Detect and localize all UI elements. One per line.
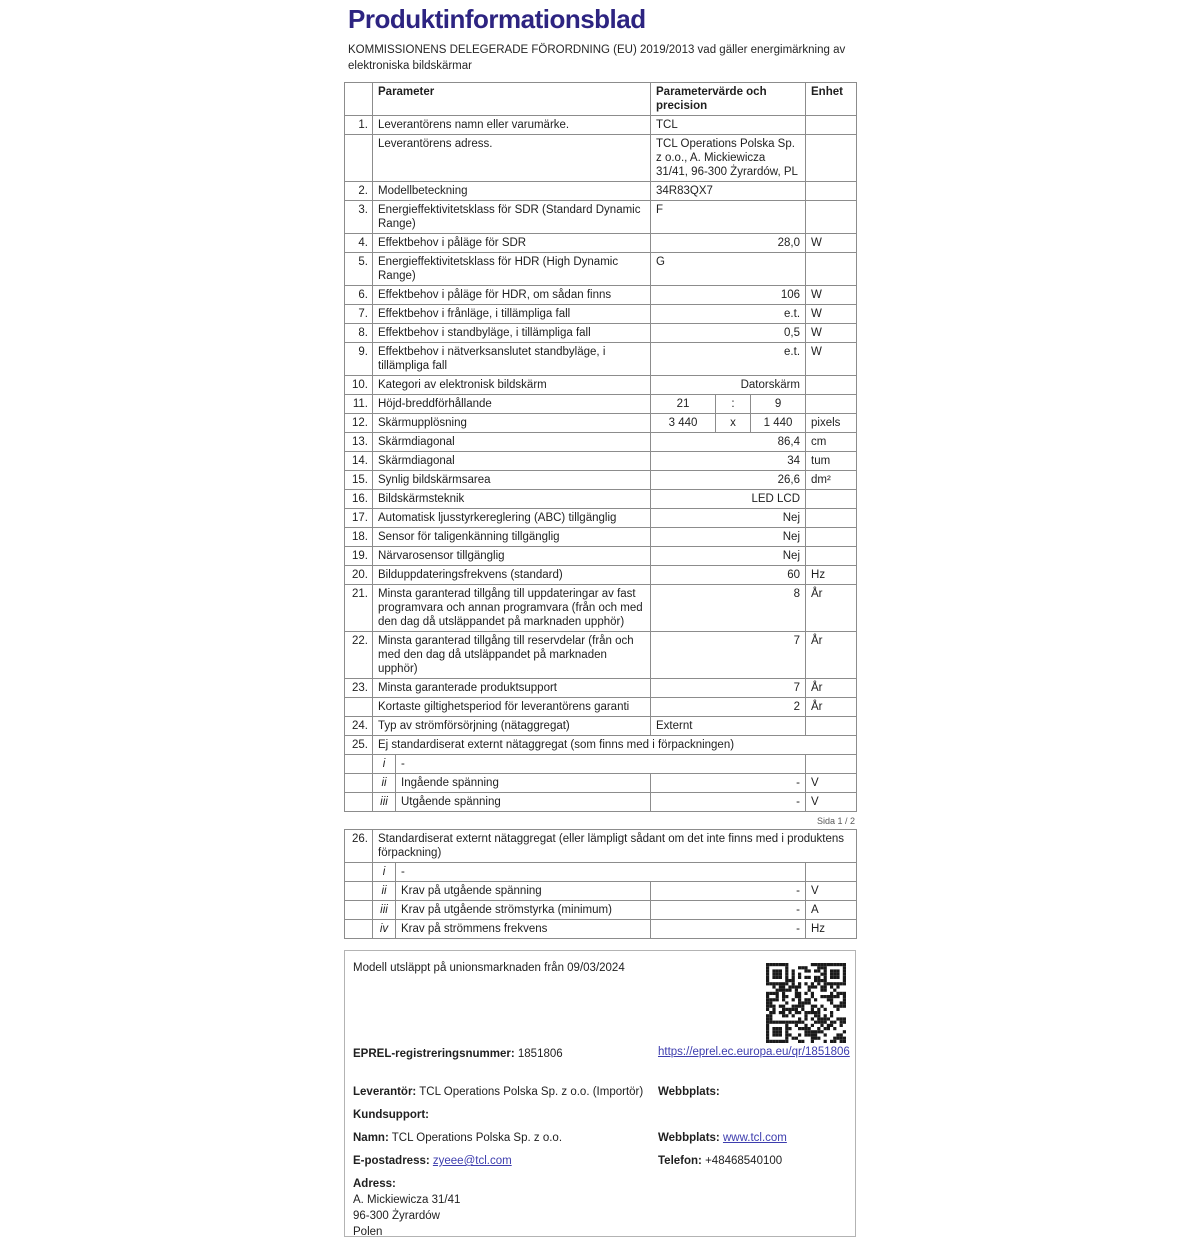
parameter-label: Krav på utgående strömstyrka (minimum) [396, 901, 651, 920]
row-number: 17. [345, 509, 373, 528]
header-parameter: Parameter [373, 83, 651, 116]
parameter-value: 106 [651, 286, 806, 305]
parameter-label: Typ av strömförsörjning (nätaggregat) [373, 717, 651, 736]
row-number: 23. [345, 679, 373, 698]
parameter-value: - [396, 755, 806, 774]
row-number: 10. [345, 376, 373, 395]
parameter-value: F [651, 201, 806, 234]
parameter-value: Datorskärm [651, 376, 806, 395]
parameter-label: Minsta garanterad tillgång till uppdateringar av fast programvara och annan programvara (från och med den dag då utsläppandet på marknaden upphör) [373, 585, 651, 632]
parameter-value: Nej [651, 547, 806, 566]
unit-label: V [806, 793, 857, 812]
phone-label: Telefon: [658, 1155, 702, 1167]
unit-label: Hz [806, 920, 857, 939]
name-label: Namn: [353, 1132, 389, 1144]
parameter-label: Kategori av elektronisk bildskärm [373, 376, 651, 395]
parameter-value: Nej [651, 509, 806, 528]
parameter-value: 28,0 [651, 234, 806, 253]
row-number [345, 863, 373, 882]
row-number [345, 793, 373, 812]
address-line: A. Mickiewicza 31/41 [353, 1194, 461, 1206]
unit-label: År [806, 679, 857, 698]
parameter-label: Effektbehov i standbyläge, i tillämpliga fall [373, 324, 651, 343]
email-row [353, 1154, 512, 1169]
parameter-value: 7 [651, 632, 806, 679]
parameter-table-page2 [344, 829, 857, 939]
parameter-value: TCL [651, 116, 806, 135]
row-number: 24. [345, 717, 373, 736]
row-number [345, 698, 373, 717]
parameter-value: - [651, 901, 806, 920]
value-separator: : [716, 395, 751, 414]
parameter-label: Krav på strömmens frekvens [396, 920, 651, 939]
row-number: 16. [345, 490, 373, 509]
parameter-label: Bildskärmsteknik [373, 490, 651, 509]
parameter-value: 2 [651, 698, 806, 717]
address-label: Adress: [353, 1178, 396, 1190]
row-number [345, 920, 373, 939]
parameter-value: TCL Operations Polska Sp. z o.o., A. Mickiewicza 31/41, 96-300 Żyrardów, PL [651, 135, 806, 182]
row-number: 11. [345, 395, 373, 414]
table-subrow [345, 774, 857, 793]
parameter-value: - [651, 793, 806, 812]
parameter-label: Effektbehov i påläge för HDR, om sådan finns [373, 286, 651, 305]
website-label: Webbplats: [658, 1086, 720, 1098]
parameter-value: Externt [651, 717, 806, 736]
eprel-label: EPREL-registreringsnummer: [353, 1048, 515, 1060]
table-row [345, 698, 857, 717]
unit-label: W [806, 234, 857, 253]
table-subrow [345, 863, 857, 882]
parameter-value: Nej [651, 528, 806, 547]
parameter-value: 26,6 [651, 471, 806, 490]
value-separator: x [716, 414, 751, 433]
unit-label [806, 253, 857, 286]
row-number [345, 882, 373, 901]
table-row [345, 632, 857, 679]
page-title: Produktinformationsblad [348, 4, 646, 34]
parameter-value-second: 1 440 [751, 414, 806, 433]
website2-row [658, 1131, 787, 1146]
unit-label: År [806, 698, 857, 717]
supplier-row [353, 1085, 643, 1100]
unit-label [806, 755, 857, 774]
eprel-link-cell [658, 1045, 854, 1060]
website2-link[interactable]: www.tcl.com [722, 1132, 787, 1144]
table-section-row [345, 736, 857, 755]
header-unit: Enhet [806, 83, 857, 116]
table-row [345, 452, 857, 471]
row-number: 8. [345, 324, 373, 343]
parameter-value: 8 [651, 585, 806, 632]
unit-label: År [806, 632, 857, 679]
parameter-value: 34 [651, 452, 806, 471]
parameter-value-first: 3 440 [651, 414, 716, 433]
unit-label: År [806, 585, 857, 632]
row-number: 20. [345, 566, 373, 585]
parameter-table-page1 [344, 82, 857, 812]
parameter-value: LED LCD [651, 490, 806, 509]
parameter-label: Modellbeteckning [373, 182, 651, 201]
unit-label [806, 547, 857, 566]
unit-label: W [806, 324, 857, 343]
row-number: 6. [345, 286, 373, 305]
subrow-index: ii [373, 774, 396, 793]
row-number: 7. [345, 305, 373, 324]
table-row [345, 182, 857, 201]
header-value: Parametervärde och precision [651, 83, 806, 116]
unit-label: A [806, 901, 857, 920]
parameter-label: Sensor för taligenkänning tillgänglig [373, 528, 651, 547]
table-row [345, 343, 857, 376]
table-row-aspect-ratio [345, 395, 857, 414]
eprel-registration [353, 1047, 563, 1062]
table-row [345, 679, 857, 698]
table-subrow [345, 793, 857, 812]
parameter-value-second: 9 [751, 395, 806, 414]
table-subrow [345, 920, 857, 939]
table-row [345, 253, 857, 286]
parameter-value: 7 [651, 679, 806, 698]
unit-label: W [806, 305, 857, 324]
table-row [345, 305, 857, 324]
phone-value: +48468540100 [705, 1155, 783, 1167]
parameter-value: e.t. [651, 305, 806, 324]
table-row [345, 528, 857, 547]
unit-label [806, 509, 857, 528]
parameter-label: Leverantörens namn eller varumärke. [373, 116, 651, 135]
unit-label [806, 863, 857, 882]
table-row [345, 135, 857, 182]
table-row [345, 471, 857, 490]
row-number: 15. [345, 471, 373, 490]
section-label: Standardiserat externt nätaggregat (eller lämpligt sådant om det inte finns med i produktens förpackning) [373, 830, 857, 863]
table-header-row [345, 83, 857, 116]
unit-label [806, 717, 857, 736]
parameter-label: Utgående spänning [396, 793, 651, 812]
table-subrow [345, 755, 857, 774]
parameter-value: 0,5 [651, 324, 806, 343]
parameter-label: Höjd-breddförhållande [373, 395, 651, 414]
row-number: 19. [345, 547, 373, 566]
unit-label: dm² [806, 471, 857, 490]
row-number: 1. [345, 116, 373, 135]
header-number-cell [345, 83, 373, 116]
table-row [345, 376, 857, 395]
eprel-link[interactable]: https://eprel.ec.europa.eu/qr/1851806 [658, 1046, 850, 1058]
parameter-value: - [651, 920, 806, 939]
parameter-label: Minsta garanterad tillgång till reservdelar (från och med den dag då utsläppandet på marknaden upphör) [373, 632, 651, 679]
unit-label: cm [806, 433, 857, 452]
row-number: 2. [345, 182, 373, 201]
parameter-label: Leverantörens adress. [373, 135, 651, 182]
row-number [345, 755, 373, 774]
subrow-index: iv [373, 920, 396, 939]
address-line: 96-300 Żyrardów [353, 1210, 440, 1222]
table-section-row [345, 830, 857, 863]
row-number: 4. [345, 234, 373, 253]
unit-label: pixels [806, 414, 857, 433]
row-number: 26. [345, 830, 373, 863]
unit-label: W [806, 286, 857, 305]
subrow-index: iii [373, 901, 396, 920]
table-row [345, 286, 857, 305]
regulation-subtitle: KOMMISSIONENS DELEGERADE FÖRORDNING (EU) 2019/2013 vad gäller energimärkning av elektroniska bildskärmar [348, 44, 846, 72]
parameter-label: Skärmupplösning [373, 414, 651, 433]
support-row [353, 1108, 429, 1123]
parameter-value: 34R83QX7 [651, 182, 806, 201]
subrow-index: i [373, 863, 396, 882]
row-number: 25. [345, 736, 373, 755]
unit-label [806, 528, 857, 547]
unit-label [806, 490, 857, 509]
supplier-value: TCL Operations Polska Sp. z o.o. (Importör) [419, 1086, 644, 1098]
table-row [345, 717, 857, 736]
support-name-row [353, 1131, 562, 1146]
row-number: 18. [345, 528, 373, 547]
table-row [345, 234, 857, 253]
parameter-label: Energieffektivitetsklass för SDR (Standard Dynamic Range) [373, 201, 651, 234]
parameter-label: Skärmdiagonal [373, 433, 651, 452]
unit-label [806, 395, 857, 414]
email-label: E-postadress: [353, 1155, 430, 1167]
unit-label: Hz [806, 566, 857, 585]
unit-label: V [806, 882, 857, 901]
product-information-sheet [344, 0, 856, 1237]
row-number: 5. [345, 253, 373, 286]
qr-code [766, 963, 846, 1043]
table-row [345, 116, 857, 135]
supplier-footer-box [344, 950, 856, 1237]
website2-label: Webbplats: [658, 1132, 720, 1144]
parameter-value: e.t. [651, 343, 806, 376]
parameter-label: Effektbehov i påläge för SDR [373, 234, 651, 253]
table-row [345, 490, 857, 509]
parameter-value: 60 [651, 566, 806, 585]
parameter-label: Ingående spänning [396, 774, 651, 793]
row-number [345, 901, 373, 920]
unit-label [806, 201, 857, 234]
parameter-value: - [651, 774, 806, 793]
parameter-label: Effektbehov i nätverksanslutet standbyläge, i tillämpliga fall [373, 343, 651, 376]
table-row [345, 509, 857, 528]
parameter-label: Krav på utgående spänning [396, 882, 651, 901]
parameter-label: Energieffektivitetsklass för HDR (High Dynamic Range) [373, 253, 651, 286]
phone-row [658, 1154, 782, 1169]
page-marker: Sida 1 / 2 [816, 816, 855, 826]
row-number: 9. [345, 343, 373, 376]
eprel-number: 1851806 [517, 1048, 563, 1060]
parameter-label: Effektbehov i frånläge, i tillämpliga fall [373, 305, 651, 324]
unit-label [806, 135, 857, 182]
table-row [345, 324, 857, 343]
parameter-label: Minsta garanterade produktsupport [373, 679, 651, 698]
table-row [345, 201, 857, 234]
unit-label: W [806, 343, 857, 376]
unit-label: V [806, 774, 857, 793]
row-number: 22. [345, 632, 373, 679]
table-subrow [345, 882, 857, 901]
email-link[interactable]: zyeee@tcl.com [432, 1155, 512, 1167]
parameter-label: Skärmdiagonal [373, 452, 651, 471]
row-number [345, 774, 373, 793]
row-number: 3. [345, 201, 373, 234]
market-release-text: Modell utsläppt på unionsmarknaden från 09/03/2024 [353, 962, 625, 974]
name-value: TCL Operations Polska Sp. z o.o. [391, 1132, 563, 1144]
subrow-index: iii [373, 793, 396, 812]
unit-label [806, 116, 857, 135]
parameter-value-first: 21 [651, 395, 716, 414]
website-row [658, 1085, 720, 1100]
parameter-value: - [651, 882, 806, 901]
row-number [345, 135, 373, 182]
row-number: 21. [345, 585, 373, 632]
table-row [345, 433, 857, 452]
parameter-label: Kortaste giltighetsperiod för leverantörens garanti [373, 698, 651, 717]
parameter-label: Bilduppdateringsfrekvens (standard) [373, 566, 651, 585]
address-line: Polen [353, 1226, 383, 1238]
table-row [345, 585, 857, 632]
subrow-index: i [373, 755, 396, 774]
table-subrow [345, 901, 857, 920]
support-label: Kundsupport: [353, 1109, 430, 1121]
row-number: 12. [345, 414, 373, 433]
table-row [345, 566, 857, 585]
supplier-label: Leverantör: [353, 1086, 417, 1098]
unit-label: tum [806, 452, 857, 471]
parameter-label: Närvarosensor tillgänglig [373, 547, 651, 566]
table-row [345, 547, 857, 566]
parameter-value: - [396, 863, 806, 882]
parameter-value: 86,4 [651, 433, 806, 452]
unit-label [806, 376, 857, 395]
unit-label [806, 182, 857, 201]
section-label: Ej standardiserat externt nätaggregat (som finns med i förpackningen) [373, 736, 857, 755]
parameter-value: G [651, 253, 806, 286]
table-row-resolution [345, 414, 857, 433]
row-number: 14. [345, 452, 373, 471]
parameter-label: Automatisk ljusstyrkereglering (ABC) tillgänglig [373, 509, 651, 528]
row-number: 13. [345, 433, 373, 452]
subrow-index: ii [373, 882, 396, 901]
parameter-label: Synlig bildskärmsarea [373, 471, 651, 490]
